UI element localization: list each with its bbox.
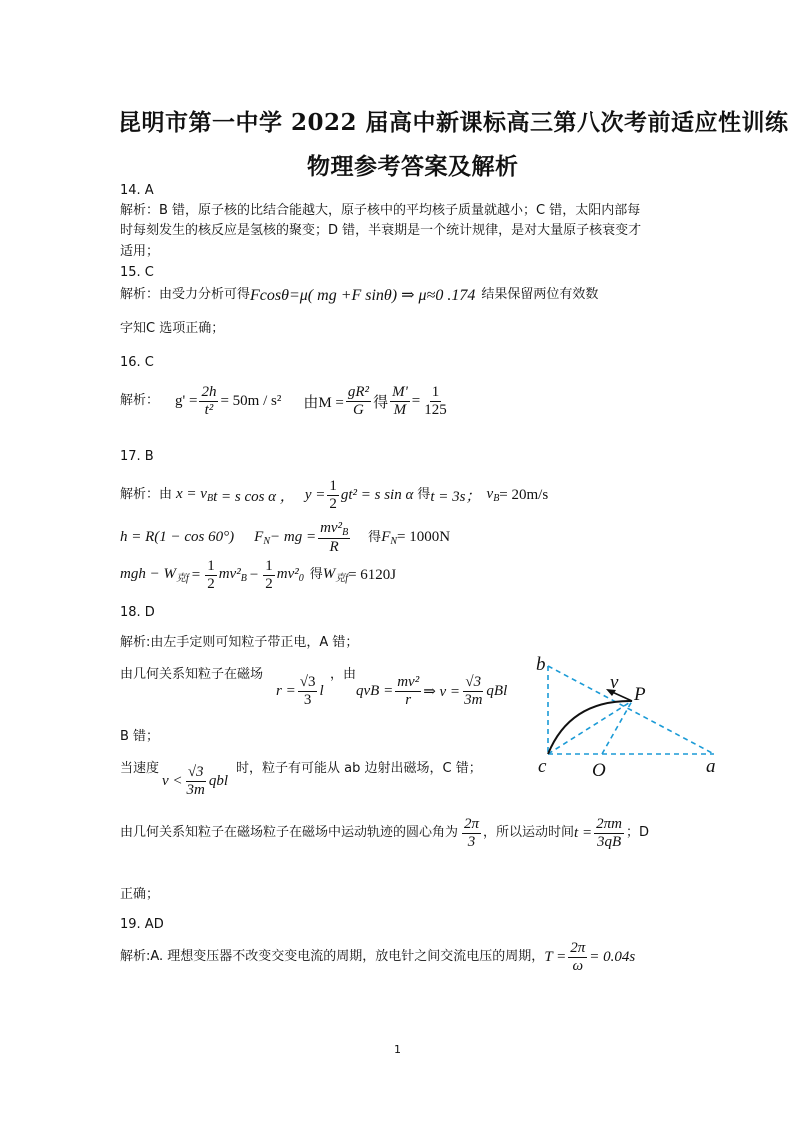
- q16-line1: [120, 384, 451, 418]
- q16-g-frac: $\frac{2h}{\text{t²}}$: [201, 384, 217, 418]
- q18-qvb: qvB =: [356, 682, 394, 699]
- q17-line1: [120, 478, 548, 512]
- q17-label: 17. B: [120, 449, 154, 464]
- q18-mv2-frac: $\frac{\text{mv²}}{r}$: [397, 674, 420, 708]
- q14-label: 14. A: [120, 183, 154, 198]
- q17-mv0: $mv^2_0$: [276, 566, 304, 584]
- q17-fn-frac: $\frac{mv^2_B}{R}$: [320, 520, 349, 555]
- q19-text: 解析:A. 理想变压器不改变交变电流的周期，放电针之间交流电压的周期，: [120, 949, 545, 964]
- label-b: b: [536, 654, 546, 675]
- q16-value-frac: $\frac{1}{125}$: [424, 384, 447, 418]
- q17-fn-value: = 1000N: [397, 529, 451, 546]
- q17-fn: $F_N$: [254, 528, 270, 547]
- q18-line5-suffix: ；D: [625, 825, 649, 840]
- q16-de: 得: [373, 394, 389, 411]
- q18-line4-suffix: 时，粒子有可能从 ab 边射出磁场，C 错；: [236, 761, 482, 776]
- q17-mvb: $mv^2_B$: [218, 566, 247, 584]
- q18-qbl-small: qbl: [208, 772, 229, 789]
- q14-line2: 时每刻发生的核反应是氢核的聚变；D 错，半衰期是一个统计规律，是对大量原子核衰变才: [120, 223, 642, 238]
- q15-prefix: 解析：由受力分析可得: [120, 287, 251, 302]
- q17-half2: $\frac{1}{2}$: [207, 558, 215, 592]
- q18-r-formula: [276, 674, 324, 708]
- q18-v-lt: v <: [162, 772, 183, 789]
- page-subtitle: 物理参考答案及解析: [307, 153, 519, 180]
- q17-half3: $\frac{1}{2}$: [265, 558, 273, 592]
- q18-t: t =: [574, 824, 593, 841]
- q16-g-rhs: = 50m / s²: [220, 392, 282, 409]
- q19-T: T =: [544, 948, 567, 965]
- q16-label: 16. C: [120, 355, 154, 370]
- q17-fn-mid: − mg =: [269, 529, 317, 546]
- q17-fn2: $F_N$: [381, 528, 398, 547]
- label-o: O: [592, 760, 606, 781]
- q18-v-formula: [356, 674, 507, 708]
- q17-eq3: =: [191, 566, 201, 583]
- edge-ba: [548, 666, 714, 754]
- q17-line3: [120, 558, 396, 592]
- q17-h: h = R(1 − cos 60°): [120, 529, 235, 546]
- q15-line2: 字知C 选项正确；: [120, 321, 225, 336]
- q17-de1: 得: [417, 487, 431, 502]
- magnetic-field-diagram: [528, 648, 728, 788]
- q16-m-pre: 由M =: [303, 394, 344, 411]
- q18-v-frac: $\frac{√3}{3m}$: [464, 674, 483, 708]
- q17-w-value: = 6120J: [348, 566, 397, 583]
- q17-w: $W_{克f}$: [322, 566, 349, 584]
- q19-line1: [120, 940, 635, 974]
- q18-r-frac: $\frac{√3}{3}$: [299, 674, 316, 708]
- q18-qbl: qBl: [486, 682, 508, 699]
- q15-formula: Fcosθ=μ( mg +F sinθ) ⇒ μ≈0 .174: [250, 287, 476, 304]
- q15-label: 15. C: [120, 265, 154, 280]
- q16-g-lhs: g' =: [175, 392, 198, 409]
- q17-y-rhs: gt² = s sin α: [340, 486, 414, 503]
- q18-label: 18. D: [120, 605, 155, 620]
- q17-half: $\frac{1}{2}$: [329, 478, 337, 512]
- q17-de3: 得: [309, 567, 323, 582]
- q18-line5-mid: ，所以运动时间: [483, 825, 575, 840]
- q18-t-frac: $\frac{2\pi m}{3qB}$: [596, 816, 622, 850]
- label-c: c: [538, 756, 547, 777]
- q18-speed-formula: [162, 764, 228, 798]
- q18-speed-frac: $\frac{√3}{3m}$: [186, 764, 205, 798]
- q16-eq: =: [411, 392, 421, 409]
- q16-m-frac: $\frac{\text{gR²}}{G}$: [347, 384, 370, 418]
- q17-y: y =: [304, 486, 326, 503]
- q18-line2-mid: ，由: [330, 667, 357, 682]
- q14-line3: 适用；: [120, 244, 160, 259]
- q18-line2-prefix: 由几何关系知粒子在磁场: [120, 667, 264, 682]
- q19-label: 19. AD: [120, 917, 164, 932]
- page-title: 昆明市第一中学 2022 届高中新课标高三第八次考前适应性训练: [118, 109, 789, 136]
- q17-mgh: mgh − $W_{克f}$: [120, 566, 189, 584]
- q19-value: = 0.04s: [589, 948, 636, 965]
- q17-line2: [120, 520, 450, 556]
- q18-line3: B 错；: [120, 729, 160, 744]
- q18-line4-prefix: 当速度: [120, 761, 160, 776]
- q17-x-rhs: t = s cos α ，: [213, 488, 295, 505]
- q18-angle-frac: $\frac{2\pi}{3}$: [464, 816, 480, 850]
- q18-l: l: [319, 682, 324, 699]
- q17-t: t = 3s；: [430, 488, 481, 505]
- q18-line6: 正确；: [120, 887, 160, 902]
- q18-line1: 解析:由左手定则可知粒子带正电，A 错；: [120, 635, 359, 650]
- q16-ratio-frac: $\frac{M'}{M}$: [392, 384, 408, 418]
- q15-suffix: 结果保留两位有效数: [481, 287, 599, 302]
- q17-vb-rhs: = 20m/s: [499, 486, 549, 503]
- label-p: P: [634, 684, 646, 705]
- q17-x: $x = v_B$: [176, 486, 214, 504]
- q18-line5: [120, 816, 649, 850]
- q17-de2: 得: [368, 529, 382, 545]
- label-a: a: [706, 756, 716, 777]
- q18-arrow: ⇒ v =: [423, 683, 461, 700]
- q14-line1: 解析：B 错，原子核的比结合能越大，原子核中的平均核子质量就越小；C 错，太阳内部每: [120, 203, 641, 218]
- q17-vb: $v_B$: [486, 486, 500, 504]
- q15-line1: [120, 284, 598, 306]
- q18-r: r =: [276, 682, 296, 699]
- q16-prefix: 解析：: [120, 393, 160, 408]
- q17-line1-prefix: 解析：由: [120, 487, 173, 502]
- q18-line5-prefix: 由几何关系知粒子在磁场粒子在磁场中运动轨迹的圆心角为: [120, 825, 459, 840]
- page-number: 1: [394, 1043, 401, 1056]
- q19-frac: $\frac{2\pi}{\omega}$: [570, 940, 586, 974]
- label-v: v: [610, 672, 619, 693]
- q17-minus: −: [249, 566, 259, 583]
